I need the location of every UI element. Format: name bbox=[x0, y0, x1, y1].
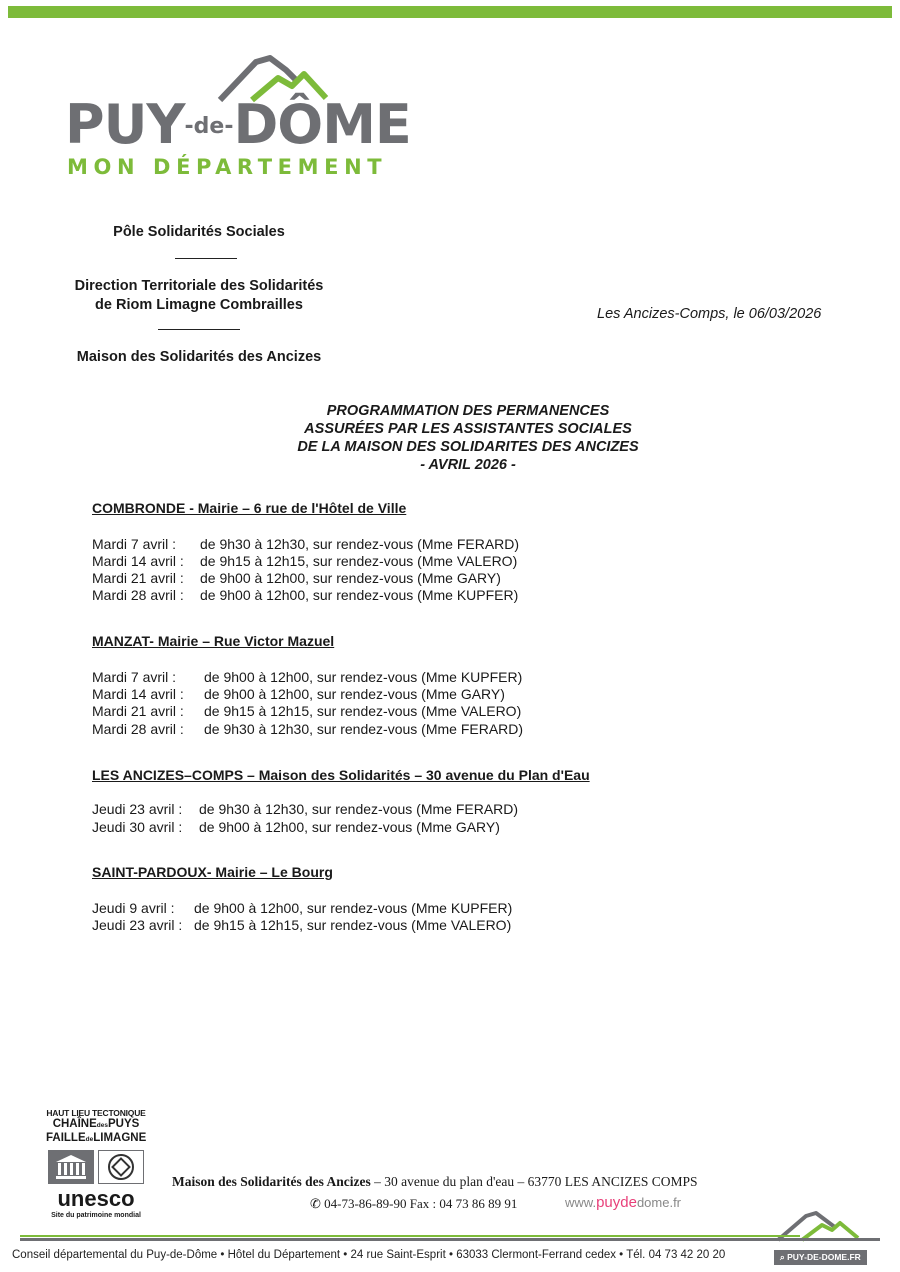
row-text: de 9h00 à 12h00, sur rendez-vous (Mme KUPFER) bbox=[204, 669, 523, 685]
unesco-faille: FAILLEdeLIMAGNE bbox=[46, 1132, 147, 1144]
footer-green-rule bbox=[20, 1235, 800, 1237]
row-day: Jeudi 30 avril : bbox=[92, 819, 183, 835]
schedule-row bbox=[92, 720, 524, 738]
section-heading: SAINT-PARDOUX- Mairie – Le Bourg bbox=[92, 864, 333, 880]
schedule-row bbox=[92, 800, 519, 818]
row-day: Mardi 14 avril : bbox=[92, 553, 184, 569]
row-text: de 9h15 à 12h15, sur rendez-vous (Mme VALERO) bbox=[194, 917, 512, 933]
direction-line2: de Riom Limagne Combrailles bbox=[95, 297, 303, 313]
row-day: Jeudi 23 avril : bbox=[92, 917, 183, 933]
row-text: de 9h30 à 12h30, sur rendez-vous (Mme FERARD) bbox=[199, 801, 519, 817]
schedule-row bbox=[92, 702, 522, 720]
row-day: Mardi 28 avril : bbox=[92, 721, 184, 737]
title-line: DE LA MAISON DES SOLIDARITES DES ANCIZES bbox=[297, 439, 639, 455]
world-heritage-icon bbox=[98, 1150, 144, 1184]
unesco-caption: HAUT LIEU TECTONIQUE bbox=[46, 1108, 146, 1118]
row-day: Jeudi 23 avril : bbox=[92, 801, 183, 817]
row-day: Mardi 21 avril : bbox=[92, 570, 184, 586]
row-day: Mardi 7 avril : bbox=[92, 536, 177, 552]
row-text: de 9h30 à 12h30, sur rendez-vous (Mme FERARD) bbox=[200, 536, 520, 552]
row-text: de 9h15 à 12h15, sur rendez-vous (Mme VALERO) bbox=[204, 703, 522, 719]
row-text: de 9h00 à 12h00, sur rendez-vous (Mme GARY) bbox=[200, 570, 501, 586]
footer-phone: ✆ 04-73-86-89-90 Fax : 04 73 86 89 91 bbox=[310, 1196, 518, 1211]
section-heading: LES ANCIZES–COMPS – Maison des Solidarités – 30 avenue du Plan d'Eau bbox=[92, 767, 590, 783]
title-line: ASSURÉES PAR LES ASSISTANTES SOCIALES bbox=[304, 421, 632, 437]
unesco-chaine: CHAÎNEdesPUYS bbox=[52, 1118, 140, 1130]
schedule-row bbox=[92, 685, 505, 703]
footer-gray-rule bbox=[20, 1238, 880, 1241]
section-heading: MANZAT- Mairie – Rue Victor Mazuel bbox=[92, 633, 335, 649]
row-day: Mardi 7 avril : bbox=[92, 669, 177, 685]
row-text: de 9h15 à 12h15, sur rendez-vous (Mme VALERO) bbox=[200, 553, 518, 569]
row-day: Mardi 21 avril : bbox=[92, 703, 184, 719]
row-day: Mardi 14 avril : bbox=[92, 686, 184, 702]
pole-heading: Pôle Solidarités Sociales bbox=[113, 224, 285, 240]
row-text: de 9h30 à 12h30, sur rendez-vous (Mme FERARD) bbox=[204, 721, 524, 737]
schedule-row bbox=[92, 668, 523, 686]
row-day: Jeudi 9 avril : bbox=[92, 900, 175, 916]
row-text: de 9h00 à 12h00, sur rendez-vous (Mme KUPFER) bbox=[194, 900, 513, 916]
footer-website[interactable]: www.puydedome.fr bbox=[565, 1194, 682, 1211]
schedule-row bbox=[92, 535, 520, 553]
schedule-row bbox=[92, 899, 513, 917]
unesco-site: Site du patrimoine mondial bbox=[51, 1212, 141, 1219]
section-heading: COMBRONDE - Mairie – 6 rue de l'Hôtel de Ville bbox=[92, 500, 407, 516]
top-green-bar bbox=[8, 6, 892, 18]
footer-address: Maison des Solidarités des Ancizes – 30 avenue du plan d'eau – 63770 LES ANCIZES COMPS bbox=[172, 1174, 698, 1189]
website-badge[interactable]: ⌕ PUY-DE-DOME.FR bbox=[774, 1250, 867, 1265]
divider bbox=[158, 329, 240, 330]
title-line: PROGRAMMATION DES PERMANENCES bbox=[326, 403, 610, 419]
row-text: de 9h00 à 12h00, sur rendez-vous (Mme GARY) bbox=[204, 686, 505, 702]
divider bbox=[175, 258, 237, 259]
title-line: - AVRIL 2026 - bbox=[420, 457, 516, 473]
schedule-row bbox=[92, 586, 519, 604]
document-date: Les Ancizes-Comps, le 06/03/2026 bbox=[597, 306, 822, 322]
logo-wordmark: PUY-de-DÔME bbox=[65, 93, 411, 156]
schedule-row bbox=[92, 569, 501, 587]
maison-heading: Maison des Solidarités des Ancizes bbox=[76, 349, 322, 365]
schedule-row bbox=[92, 818, 500, 836]
schedule-row bbox=[92, 552, 518, 570]
document-title bbox=[250, 402, 686, 474]
unesco-temple-icon bbox=[48, 1150, 94, 1184]
row-text: de 9h00 à 12h00, sur rendez-vous (Mme KUPFER) bbox=[200, 587, 519, 603]
logo-subtitle: MON DÉPARTEMENT bbox=[67, 155, 388, 179]
unesco-wordmark: unesco bbox=[57, 1186, 135, 1211]
unesco-block bbox=[46, 1108, 146, 1219]
unesco-emblems bbox=[46, 1150, 146, 1184]
schedule-row bbox=[92, 916, 512, 934]
row-text: de 9h00 à 12h00, sur rendez-vous (Mme GARY) bbox=[199, 819, 500, 835]
direction-line1: Direction Territoriale des Solidarités bbox=[74, 278, 324, 294]
row-day: Mardi 28 avril : bbox=[92, 587, 184, 603]
footer-council-address: Conseil départemental du Puy-de-Dôme • Hôtel du Département • 24 rue Saint-Esprit • 63033 Clermont-Ferrand cedex • Tél. 04 73 42 20 20 bbox=[12, 1249, 726, 1261]
